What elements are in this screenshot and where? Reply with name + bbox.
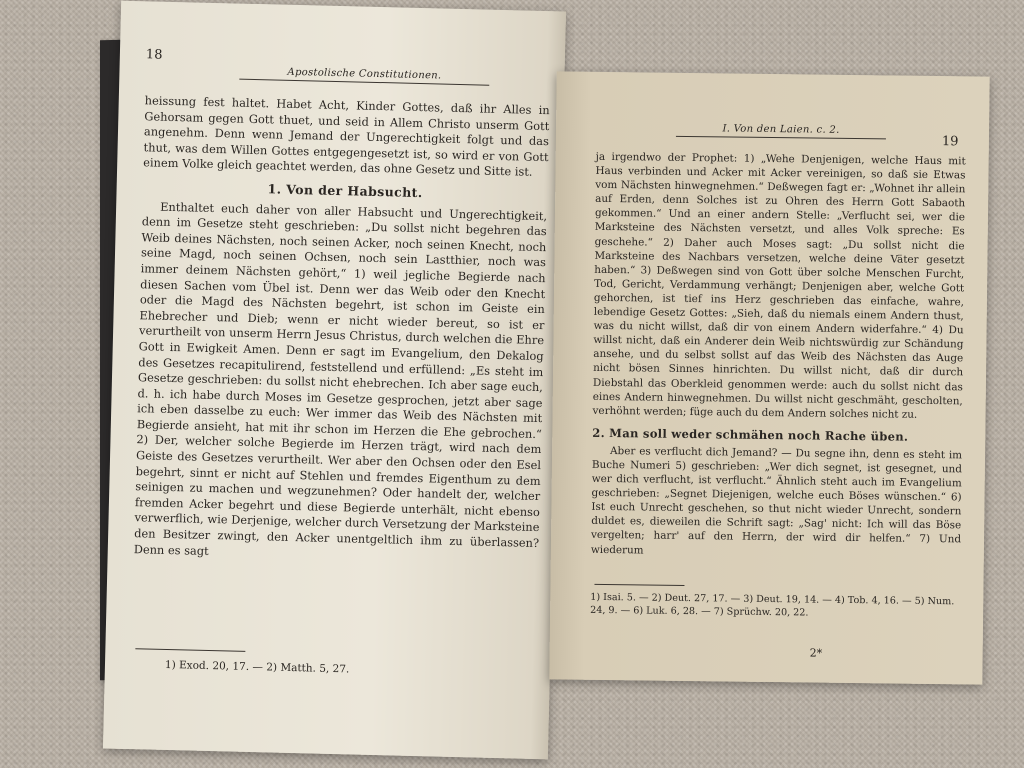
left-paragraph-1: heissung fest haltet. Habet Acht, Kinder Gottes, daß ihr Alles in Gehorsam gegen Gott thuet, und seid in Allem Christo unserm Gott angenehm. Denn wenn Jemand der Ungerechtigkeit folgt und das thut, was dem Willen Gottes entgegengesetzt ist, so wird er von Gott einem Volke gleich geachtet werden, das ohne Gesetz und Sitte ist.: [143, 93, 550, 180]
left-running-head: Apostolische Constitutionen.: [239, 66, 489, 86]
right-footnote-rule: [594, 584, 684, 586]
right-paragraph-2: Aber es verflucht dich Jemand? — Du segne ihn, denn es steht im Buche Numeri 5) geschrieben: „Wer dich segnet, ist gesegnet, und wer dich verflucht, ist verflucht.“ Ähnlich steht auch im Evangelium geschrieben: „Segnet Diejenigen, welche euch Böses wünschen.“ 6) Ist euch Unrecht geschehen, so thut nicht wieder Unrecht, sondern duldet es, dieweilen die Schrift sagt: „Sag' nicht: Ich will das Böse vergelten; harr' auf den Herrn, der wird dir helfen.“ 7) Und wiederum: [590, 444, 963, 557]
right-paragraph-1: ja irgendwo der Prophet: 1) „Wehe Denjenigen, welche Haus mit Haus verbinden und Acker mit Acker vereinigen, so daß sie Etwas vom Nächsten hinwegnehmen.“ Deßwegen fagt er: „Wohnet ihr allein auf Erden, denn Solches ist zu Ohren des Herrn Gott Sabaoth gekommen.“ Und an einer andern Stelle: „Verflucht sei, wer die Marksteine des Nächsten versetzt, und alles Volk spreche: Es geschehe.“ 2) Daher auch Moses sagt: „Du sollst nicht die Marksteine des Nachbars versetzen, welche deine Väter gesetzt haben.“ 3) Deßwegen sind von Gott über solche Menschen Furcht, Tod, Gericht, Verdammung verhängt; Denjenigen aber, welche Gott gehorchen, ist tief ins Herz geschrieben das einfache, wahre, lebendige Gesetz Gottes: „Sieh, daß du niemals einem Andern thust, was du nicht willst, daß dir von einem Andern widerfahre.“ 4) Du willst nicht, daß ein Anderer dein Weib nichtswürdig zur Schändung ansehe, und du selbst sollst auf das Weib des Nächsten das Auge nicht bösen Sinnes hinrichten. Du willst nicht, daß dir durch Diebstahl das Oberkleid genommen werde: auch du sollst nicht das eines Andern hinwegnehmen. Du willst nicht geschmäht, gescholten, verhöhnt werden; füge auch du dem Andern solches nicht zu.: [592, 150, 966, 421]
right-footnotes: 1) Isai. 5. — 2) Deut. 27, 17. — 3) Deut. 19, 14. — 4) Tob. 4, 16. — 5) Num. 24, 9. — 6) Luk. 6, 28. — 7) Sprüchw. 20, 22.: [590, 591, 955, 619]
right-page: [549, 71, 989, 684]
right-page-text: [591, 150, 966, 561]
left-section-heading: 1. Von der Habsucht.: [267, 181, 423, 201]
left-page: [103, 1, 566, 760]
left-footnote-rule: [135, 648, 245, 652]
left-footnotes: 1) Exod. 20, 17. — 2) Matth. 5, 27.: [164, 658, 350, 676]
right-section-heading: 2. Man soll weder schmähen noch Rache üben.: [592, 425, 909, 444]
signature-mark: 2*: [809, 646, 823, 660]
left-paragraph-2: Enthaltet euch daher von aller Habsucht und Ungerechtigkeit, denn im Gesetze steht geschrieben: „Du sollst nicht begehren das Weib deines Nächsten, noch seinen Acker, noch seinen Knecht, noch seine Magd, noch seinen Ochsen, noch sein Lastthier, noch was immer deinem Nächsten gehört,“ 1) weil jegliche Begierde nach diesen Sachen vom Übel ist. Denn wer das Weib oder den Knecht oder die Magd des Nächsten begehrt, ist schon im Geiste ein Ehebrecher und Dieb; wenn er nicht wieder bereut, so ist er verurtheilt von unserm Herrn Jesus Christus, durch welchen die Ehre Gott in Ewigkeit Amen. Denn er sagt im Evangelium, den Dekalog des Gesetzes recapitulirend, feststellend und erfüllend: „Es steht im Gesetze geschrieben: du sollst nicht ehebrechen. Ich aber sage euch, d. h. ich habe durch Moses im Gesetze gesprochen, jetzt aber sage ich eben dasselbe zu euch: Wer immer das Weib des Nächsten mit Begierde ansieht, hat mit ihr schon im Herzen die Ehe gebrochen.“ 2) Der, welcher solche Begierde im Herzen trägt, wird nach dem Geiste des Gesetzes verurtheilt. Wer aber den Ochsen oder den Esel begehrt, sinnt er nicht auf Stehlen und fremdes Eigenthum zu dem seinigen zu machen und wegzunehmen? Oder handelt der, welcher fremden Acker begehrt und diese Begierde unterhält, nicht ebenso verwerflich, wie Derjenige, welcher durch Versetzung der Marksteine den Besitzer zwingt, den Acker unentgeltlich ihm zu überlassen? Denn es sagt: [133, 199, 548, 558]
right-running-head: I. Von den Laien. c. 2.: [676, 123, 886, 140]
left-page-text: [134, 93, 550, 567]
left-page-number: 18: [145, 47, 163, 63]
right-page-number: 19: [941, 134, 959, 150]
